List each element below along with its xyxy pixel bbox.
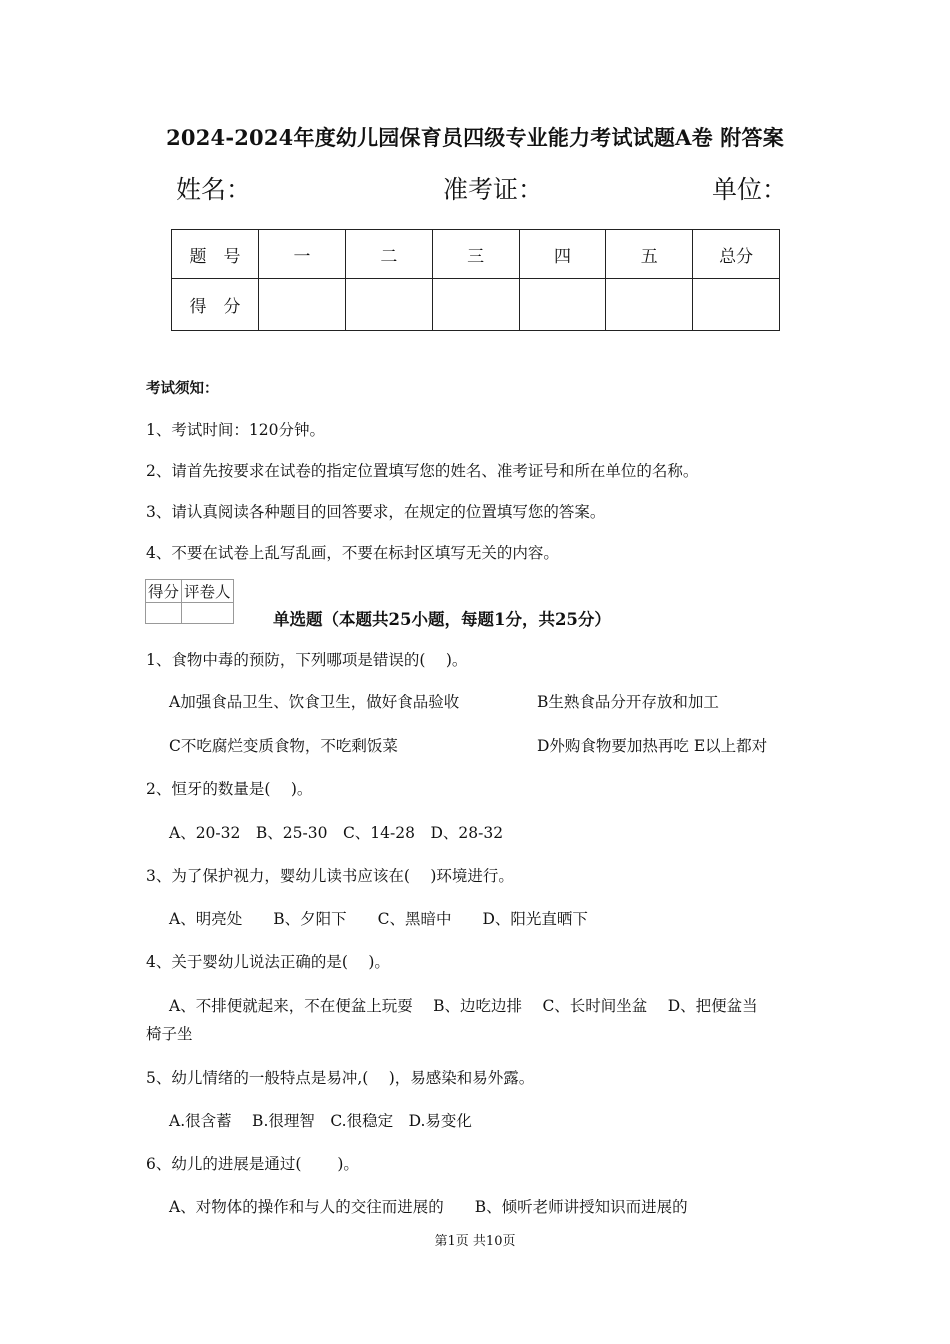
score-table-header-cell: 题 号 bbox=[172, 230, 259, 279]
name-label: 姓名： bbox=[176, 175, 252, 204]
question-option: C不吃腐烂变质食物，不吃剩饭菜 bbox=[169, 737, 398, 755]
score-table-header-cell: 二 bbox=[345, 230, 432, 279]
notice-item: 3、请认真阅读各种题目的回答要求，在规定的位置填写您的答案。 bbox=[146, 503, 606, 521]
score-cell[interactable] bbox=[606, 279, 693, 331]
score-table-header-cell: 四 bbox=[519, 230, 606, 279]
grader-score-cell[interactable] bbox=[146, 603, 182, 624]
question-option: A、对物体的操作和与人的交往而进展的 B、倾听老师讲授知识而进展的 bbox=[169, 1198, 688, 1216]
question-option: B生熟食品分开存放和加工 bbox=[537, 693, 719, 711]
score-table-header-cell: 一 bbox=[259, 230, 346, 279]
score-cell[interactable] bbox=[519, 279, 606, 331]
question-stem: 4、关于婴幼儿说法正确的是( )。 bbox=[146, 953, 390, 971]
document-title: 2024-2024年度幼儿园保育员四级专业能力考试试题A卷 附答案 bbox=[166, 125, 784, 150]
notice-heading: 考试须知： bbox=[146, 380, 219, 397]
page-footer: 第1页 共10页 bbox=[434, 1234, 516, 1249]
score-table bbox=[171, 229, 780, 331]
question-option: A.很含蓄 B.很理智 C.很稳定 D.易变化 bbox=[169, 1112, 472, 1130]
grader-name-cell[interactable] bbox=[182, 603, 234, 624]
unit-label: 单位： bbox=[712, 175, 788, 204]
notice-item: 4、不要在试卷上乱写乱画，不要在标封区填写无关的内容。 bbox=[146, 544, 559, 562]
score-table-header-row bbox=[172, 230, 780, 279]
grader-table bbox=[145, 579, 234, 624]
score-cell[interactable] bbox=[345, 279, 432, 331]
grader-score-label: 得分 bbox=[146, 580, 182, 603]
question-stem: 2、恒牙的数量是( )。 bbox=[146, 780, 313, 798]
question-option: 椅子坐 bbox=[146, 1025, 193, 1043]
notice-item: 2、请首先按要求在试卷的指定位置填写您的姓名、准考证号和所在单位的名称。 bbox=[146, 462, 699, 480]
exam-id-label: 准考证： bbox=[443, 175, 544, 204]
notice-item: 1、考试时间：120分钟。 bbox=[146, 421, 325, 439]
question-option: A、20-32 B、25-30 C、14-28 D、28-32 bbox=[169, 824, 504, 842]
score-table-header-cell: 三 bbox=[432, 230, 519, 279]
question-option: A加强食品卫生、饮食卫生，做好食品验收 bbox=[169, 693, 460, 711]
score-table-header-cell: 五 bbox=[606, 230, 693, 279]
score-table-score-row bbox=[172, 279, 780, 331]
question-option: A、明亮处 B、夕阳下 C、黑暗中 D、阳光直晒下 bbox=[169, 910, 588, 928]
question-option: D外购食物要加热再吃 E以上都对 bbox=[537, 737, 768, 755]
score-table-row-label: 得 分 bbox=[172, 279, 259, 331]
question-stem: 3、为了保护视力，婴幼儿读书应该在( )环境进行。 bbox=[146, 867, 514, 885]
section-title: 单选题（本题共25小题，每题1分，共25分） bbox=[273, 610, 611, 629]
score-cell[interactable] bbox=[259, 279, 346, 331]
question-stem: 5、幼儿情绪的一般特点是易冲,( )，易感染和易外露。 bbox=[146, 1069, 535, 1087]
question-stem: 1、食物中毒的预防，下列哪项是错误的( )。 bbox=[146, 651, 468, 669]
question-option: A、不排便就起来，不在便盆上玩耍 B、边吃边排 C、长时间坐盆 D、把便盆当 bbox=[169, 997, 758, 1015]
score-cell[interactable] bbox=[432, 279, 519, 331]
question-stem: 6、幼儿的进展是通过( )。 bbox=[146, 1155, 359, 1173]
score-table-header-cell: 总分 bbox=[693, 230, 780, 279]
score-cell[interactable] bbox=[693, 279, 780, 331]
grader-name-label: 评卷人 bbox=[182, 580, 234, 603]
